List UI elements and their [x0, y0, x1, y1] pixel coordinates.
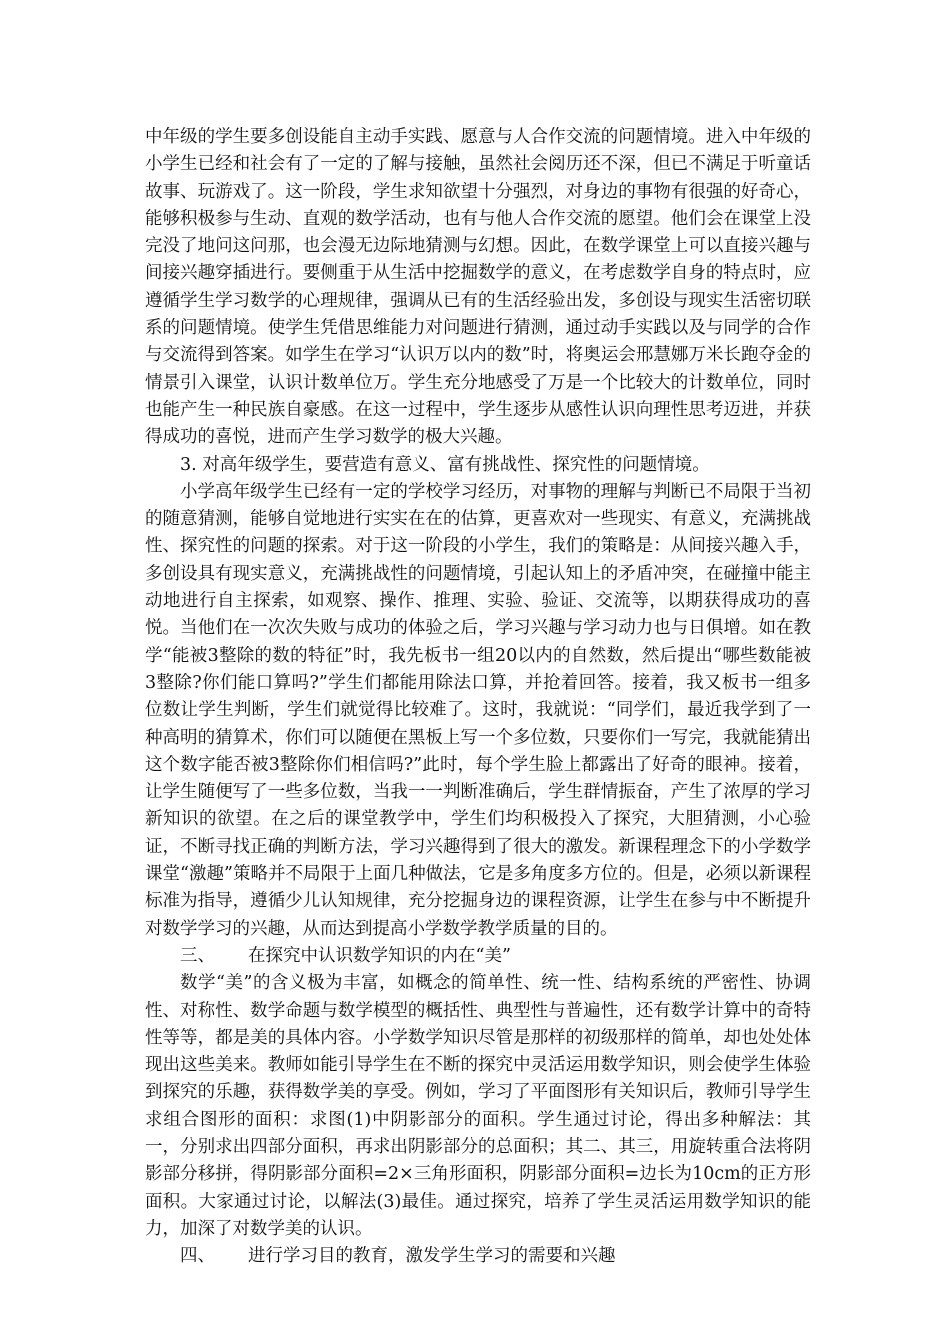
section-title: 在探究中认识数学知识的内在“美” [248, 945, 511, 966]
paragraph-math-beauty: 数学“美”的含义极为丰富，如概念的简单性、统一性、结构系统的严密性、协调性、对称性、数学命题与数学模型的概括性、典型性与普遍性，还有数学计算中的奇特性等等，都是美的具体内容。小学数学知识尽管是那样的初级那样的简单，却也处处体现出这些美来。教师如能引导学生在不断的探究中灵活运用数学知识，则会使学生体验到探究的乐趣，获得数学美的享受。例如，学习了平面图形有关知识后，教师引导学生求组合图形的面积：求图(1)中阴影部分的面积。学生通过讨论，得出多种解法：其一，分别求出四部分面积，再求出阴影部分的总面积；其二、其三，用旋转重合法将阴影部分移拼，得阴影部分面积=2×三角形面积，阴影部分面积=边长为10cm的正方形面积。大家通过讨论，以解法(3)最佳。通过探究，培养了学生灵活运用数学知识的能力，加深了对数学美的认识。 [145, 973, 811, 1239]
paragraph-upper-grade: 小学高年级学生已经有一定的学校学习经历，对事物的理解与判断已不局限于当初的随意猜测，能够自觉地进行实实在在的估算，更喜欢对一些现实、有意义，充满挑战性、探究性的问题的探索。对于这一阶段的小学生，我们的策略是：从间接兴趣入手，多创设具有现实意义，充满挑战性的问题情境，引起认知上的矛盾冲突，在碰撞中能主动地进行自主探索，如观察、操作、推理、实验、验证、交流等，以期获得成功的喜悦。当他们在一次次失败与成功的体验之后，学习兴趣与学习动力也与日俱增。如在教学“能被3整除的数的特征”时，我先板书一组20以内的自然数，然后提出“哪些数能被3整除?你们能口算吗?”学生们都能用除法口算，并抢着回答。接着，我又板书一组多位数让学生判断，学生们就觉得比较难了。这时，我就说：“同学们，最近我学到了一种高明的猜算术，你们可以随便在黑板上写一个多位数，只要你们一写完，我就能猜出这个数字能否被3整除你们相信吗?”此时，每个学生脸上都露出了好奇的眼神。接着，让学生随便写了一些多位数，当我一一判断准确后，学生群情振奋，产生了浓厚的学习新知识的欲望。在之后的课堂教学中，学生们均积极投入了探究，大胆猜测，小心验证，不断寻找正确的判断方法，学习兴趣得到了很大的激发。新课程理念下的小学数学课堂“激趣”策略并不局限于上面几种做法，它是多角度多方位的。但是，必须以新课程标准为指导，遵循少儿认知规律，充分挖掘身边的课程资源，让学生在参与中不断提升对数学学习的兴趣，从而达到提高小学数学教学质量的目的。 [145, 481, 811, 939]
document-body [145, 124, 811, 1270]
section-title: 进行学习目的教育，激发学生学习的需要和兴趣 [248, 1246, 616, 1267]
section-number: 三、 [180, 945, 215, 966]
list-item-upper-grade: 3. 对高年级学生，要营造有意义、富有挑战性、探究性的问题情境。 [180, 454, 710, 475]
section-number: 四、 [180, 1246, 215, 1267]
paragraph-middle-grade: 中年级的学生要多创设能自主动手实践、愿意与人合作交流的问题情境。进入中年级的小学生已经和社会有了一定的了解与接触，虽然社会阅历还不深，但已不满足于听童话故事、玩游戏了。这一阶段，学生求知欲望十分强烈，对身边的事物有很强的好奇心，能够积极参与生动、直观的数学活动，也有与他人合作交流的愿望。他们会在课堂上没完没了地问这问那，也会漫无边际地猜测与幻想。因此，在数学课堂上可以直接兴趣与间接兴趣穿插进行。要侧重于从生活中挖掘数学的意义，在考虑数学自身的特点时，应遵循学生学习数学的心理规律，强调从已有的生活经验出发，多创设与现实生活密切联系的问题情境。使学生凭借思维能力对问题进行猜测，通过动手实践以及与同学的合作与交流得到答案。如学生在学习“认识万以内的数”时，将奥运会邢慧娜万米长跑夺金的情景引入课堂，认识计数单位万。学生充分地感受了万是一个比较大的计数单位，同时也能产生一种民族自豪感。在这一过程中，学生逐步从感性认识向理性思考迈进，并获得成功的喜悦，进而产生学习数学的极大兴趣。 [145, 127, 811, 448]
section-heading-3 [145, 943, 811, 970]
section-heading-4 [145, 1243, 811, 1270]
